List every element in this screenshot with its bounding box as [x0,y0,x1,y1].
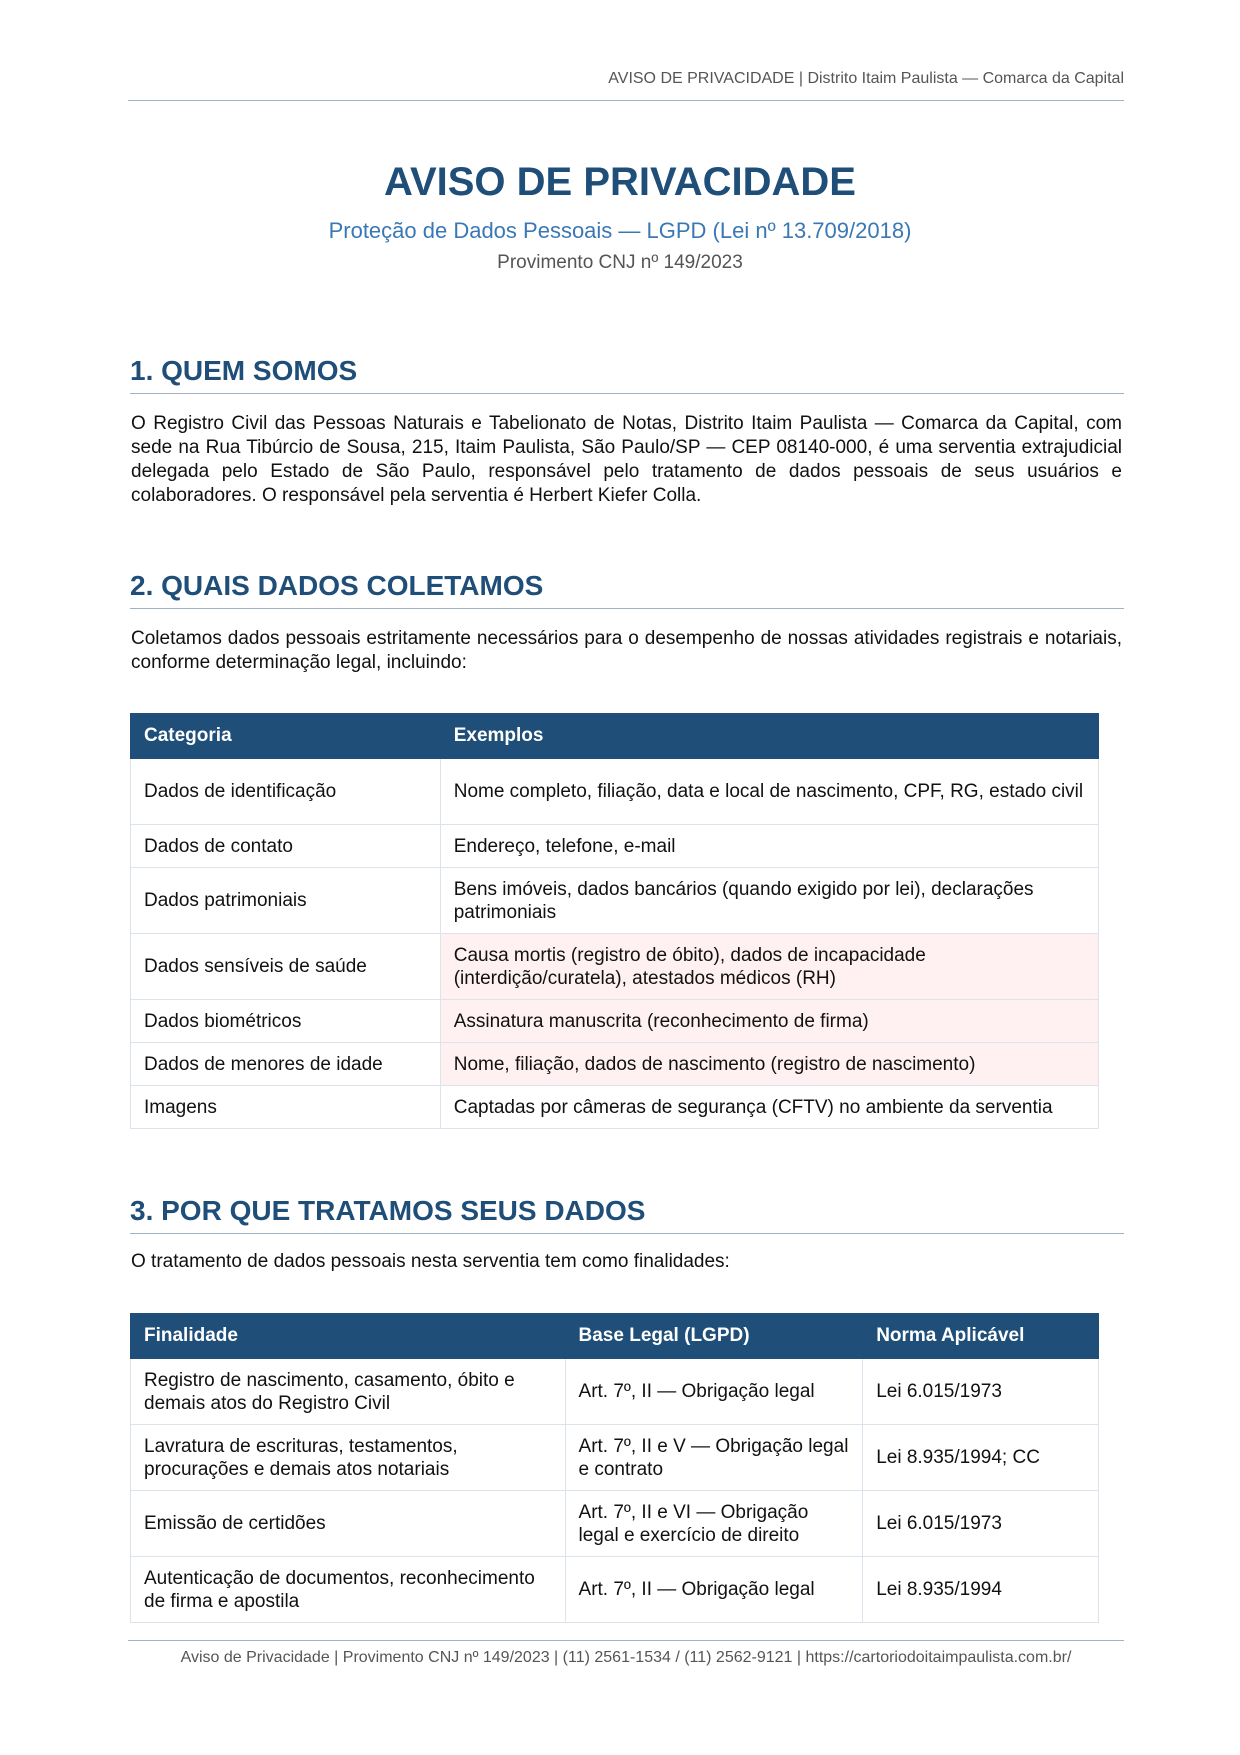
table-cell-exemplos-sensitive: Causa mortis (registro de óbito), dados de incapacidade (interdição/curatela), atestados médicos (RH) [440,934,1098,1000]
table-row [131,759,1099,825]
data-categories-table [130,713,1099,1129]
table-row [131,1359,1099,1425]
document-title: AVISO DE PRIVACIDADE [384,160,856,204]
table-cell-base-legal: Art. 7º, II — Obrigação legal [565,1557,863,1623]
column-header-exemplos: Exemplos [440,714,1098,759]
table-row [131,1491,1099,1557]
table-cell-base-legal: Art. 7º, II e VI — Obrigação legal e exercício de direito [565,1491,863,1557]
table-cell-exemplos: Captadas por câmeras de segurança (CFTV) no ambiente da serventia [440,1086,1098,1129]
document-subtitle: Proteção de Dados Pessoais — LGPD (Lei nº 13.709/2018) [328,218,912,243]
section-heading-finalidades: 3. POR QUE TRATAMOS SEUS DADOS [130,1195,1124,1234]
table-row [131,825,1099,868]
table-cell-categoria: Imagens [131,1086,441,1129]
table-cell-finalidade: Lavratura de escrituras, testamentos, procurações e demais atos notariais [131,1425,566,1491]
table-row [131,1086,1099,1129]
table-cell-categoria: Dados patrimoniais [131,868,441,934]
table-cell-norma: Lei 8.935/1994 [863,1557,1099,1623]
table-cell-base-legal: Art. 7º, II — Obrigação legal [565,1359,863,1425]
table-cell-norma: Lei 6.015/1973 [863,1491,1099,1557]
table-row [131,1000,1099,1043]
table-row [131,1425,1099,1491]
column-header-base-legal: Base Legal (LGPD) [565,1314,863,1359]
column-header-finalidade: Finalidade [131,1314,566,1359]
table-cell-norma: Lei 6.015/1973 [863,1359,1099,1425]
table-row [131,1557,1099,1623]
section-heading-quem-somos: 1. QUEM SOMOS [130,355,1124,394]
table-cell-categoria: Dados sensíveis de saúde [131,934,441,1000]
table-cell-finalidade: Autenticação de documentos, reconhecimento de firma e apostila [131,1557,566,1623]
table-cell-exemplos: Nome completo, filiação, data e local de nascimento, CPF, RG, estado civil [440,759,1098,825]
table-cell-exemplos-sensitive: Nome, filiação, dados de nascimento (registro de nascimento) [440,1043,1098,1086]
page-footer: Aviso de Privacidade | Provimento CNJ nº 149/2023 | (11) 2561-1534 / (11) 2562-9121 | https://cartoriodoitaimpaulista.com.br/ [128,1640,1124,1667]
section-text-finalidades: O tratamento de dados pessoais nesta serventia tem como finalidades: [131,1251,730,1272]
table-row [131,868,1099,934]
table-cell-categoria: Dados de menores de idade [131,1043,441,1086]
table-header-row [131,1314,1099,1359]
table-cell-categoria: Dados de identificação [131,759,441,825]
table-cell-exemplos-sensitive: Assinatura manuscrita (reconhecimento de firma) [440,1000,1098,1043]
table-cell-categoria: Dados biométricos [131,1000,441,1043]
column-header-categoria: Categoria [131,714,441,759]
purposes-table [130,1313,1099,1623]
table-cell-finalidade: Emissão de certidões [131,1491,566,1557]
table-cell-base-legal: Art. 7º, II e V — Obrigação legal e contrato [565,1425,863,1491]
table-cell-finalidade: Registro de nascimento, casamento, óbito e demais atos do Registro Civil [131,1359,566,1425]
column-header-norma: Norma Aplicável [863,1314,1099,1359]
table-cell-exemplos: Bens imóveis, dados bancários (quando exigido por lei), declarações patrimoniais [440,868,1098,934]
table-row [131,1043,1099,1086]
page-header: AVISO DE PRIVACIDADE | Distrito Itaim Paulista — Comarca da Capital [128,70,1124,101]
table-cell-exemplos: Endereço, telefone, e-mail [440,825,1098,868]
table-cell-categoria: Dados de contato [131,825,441,868]
section-heading-dados-coletados: 2. QUAIS DADOS COLETAMOS [130,570,1124,609]
section-text-dados-coletados: Coletamos dados pessoais estritamente necessários para o desempenho de nossas atividades registrais e notariais, conforme determinação legal, incluindo: [131,628,1122,673]
section-text-quem-somos: O Registro Civil das Pessoas Naturais e Tabelionato de Notas, Distrito Itaim Paulista — Comarca da Capital, com sede na Rua Tibúrcio de Sousa, 215, Itaim Paulista, São Paulo/SP — CEP 08140-000, é uma serventia extrajudicial delegada pelo Estado de São Paulo, responsável pelo tratamento de dados pessoais de seus usuários e colaboradores. O responsável pela serventia é Herbert Kiefer Colla. [131,413,1122,506]
table-row [131,934,1099,1000]
table-cell-norma: Lei 8.935/1994; CC [863,1425,1099,1491]
table-header-row [131,714,1099,759]
document-provimento: Provimento CNJ nº 149/2023 [497,252,743,273]
